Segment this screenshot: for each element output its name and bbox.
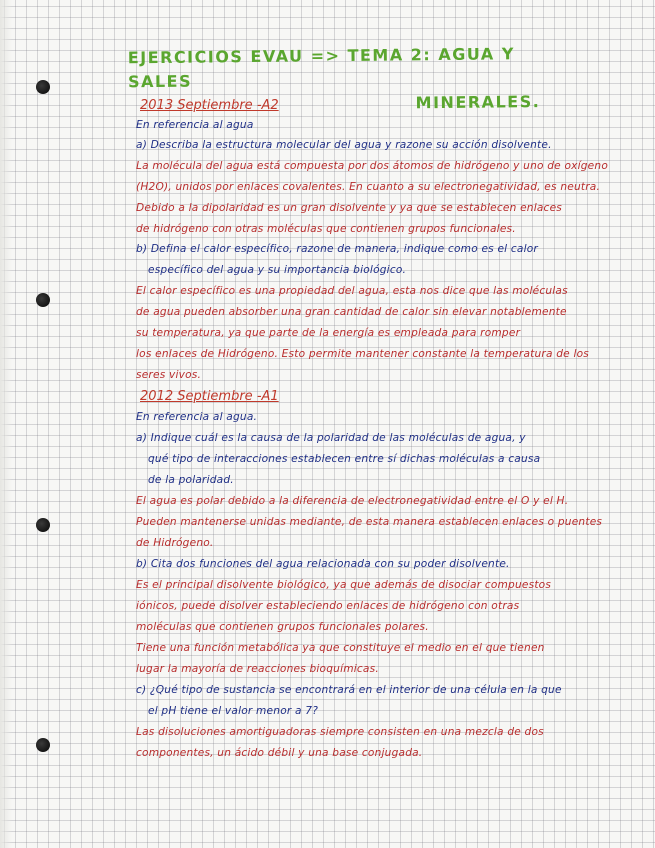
answer-line: El calor específico es una propiedad del agua, esta nos dice que las moléculas <box>136 285 568 297</box>
question-line: a) Indique cuál es la causa de la polaridad de las moléculas de agua, y <box>136 432 526 444</box>
title-line-2: MINERALES. <box>415 91 541 113</box>
answer-line: Es el principal disolvente biológico, ya que además de disociar compuestos <box>136 579 552 591</box>
question-line: a) Describa la estructura molecular del agua y razone su acción disolvente. <box>136 139 552 151</box>
answer-line: Las disoluciones amortiguadoras siempre consisten en una mezcla de dos <box>136 726 544 738</box>
question-line: qué tipo de interacciones establecen entre sí dichas moléculas a causa <box>148 453 541 465</box>
answer-line: de hidrógeno con otras moléculas que contienen grupos funcionales. <box>136 223 516 235</box>
question-line: b) Defina el calor específico, razone de manera, indique como es el calor <box>136 243 538 255</box>
answer-line: La molécula del agua está compuesta por dos átomos de hidrógeno y uno de oxígeno <box>136 160 608 172</box>
answer-line: Pueden mantenerse unidas mediante, de esta manera establecen enlaces o puentes <box>136 516 603 528</box>
question-line: En referencia al agua <box>136 119 254 131</box>
question-line: de la polaridad. <box>148 474 234 486</box>
answer-line: moléculas que contienen grupos funcionales polares. <box>136 621 429 633</box>
answer-line: Debido a la dipolaridad es un gran disolvente y ya que se establecen enlaces <box>136 202 563 214</box>
question-line: c) ¿Qué tipo de sustancia se encontrará en el interior de una célula en la que <box>136 684 562 696</box>
answer-line: iónicos, puede disolver estableciendo enlaces de hidrógeno con otras <box>136 600 520 612</box>
binder-hole-icon <box>36 518 50 532</box>
answer-line: seres vivos. <box>136 369 202 381</box>
binder-hole-icon <box>36 738 50 752</box>
torn-edge <box>0 0 12 848</box>
question-line: el pH tiene el valor menor a 7? <box>148 705 319 717</box>
question-line: específico del agua y su importancia biológico. <box>148 264 407 276</box>
answer-line: su temperatura, ya que parte de la energía es empleada para romper <box>136 327 521 339</box>
answer-line: El agua es polar debido a la diferencia de electronegatividad entre el O y el H. <box>136 495 569 507</box>
question-line: En referencia al agua. <box>136 411 258 423</box>
question-line: b) Cita dos funciones del agua relacionada con su poder disolvente. <box>136 558 510 570</box>
binder-hole-icon <box>36 293 50 307</box>
answer-line: de agua pueden absorber una gran cantidad de calor sin elevar notablemente <box>136 306 567 318</box>
answer-line: de Hidrógeno. <box>136 537 214 549</box>
answer-line: los enlaces de Hidrógeno. Esto permite mantener constante la temperatura de los <box>136 348 589 360</box>
answer-line: componentes, un ácido débil y una base conjugada. <box>136 747 423 759</box>
title-line-1: EJERCICIOS EVAU => TEMA 2: AGUA Y SALES <box>127 44 515 92</box>
section-heading: 2013 Septiembre -A2 <box>140 98 279 113</box>
answer-line: Tiene una función metabólica ya que constituye el medio en el que tienen <box>136 642 545 654</box>
answer-line: (H2O), unidos por enlaces covalentes. En cuanto a su electronegatividad, es neutra. <box>136 181 601 193</box>
binder-hole-icon <box>36 80 50 94</box>
answer-line: lugar la mayoría de reacciones bioquímicas. <box>136 663 379 675</box>
section-heading: 2012 Septiembre -A1 <box>140 389 279 404</box>
